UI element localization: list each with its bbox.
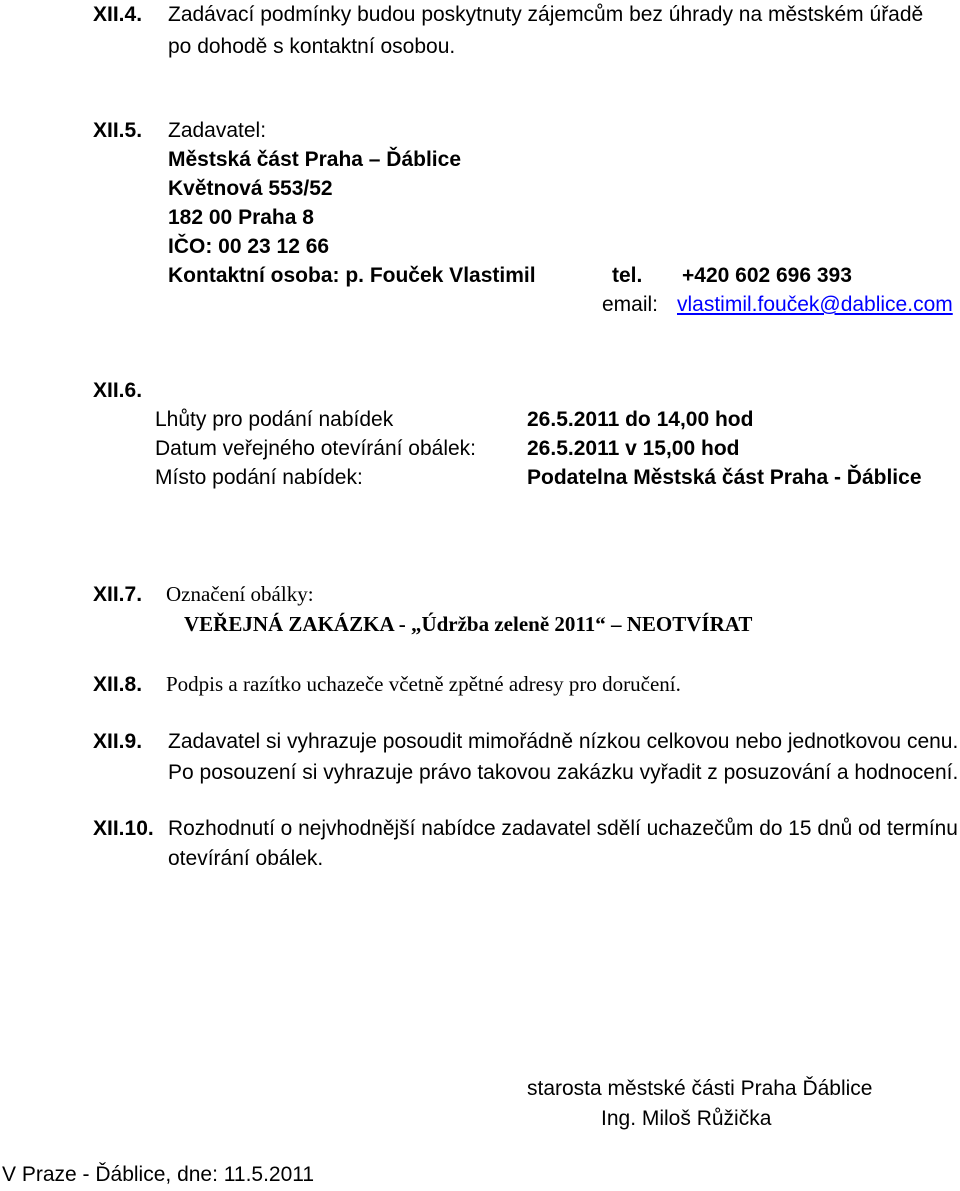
authority-city: 182 00 Praha 8: [168, 206, 314, 229]
section-label-xii9: XII.9.: [93, 730, 143, 753]
section-label-xii4: XII.4.: [93, 3, 143, 26]
envelope-marking-text: VEŘEJNÁ ZAKÁZKA - „Údržba zeleně 2011“ – NEOTVÍRAT: [184, 612, 753, 636]
opening-date-value: 26.5.2011 v 15,00 hod: [527, 437, 740, 460]
submission-place-key: Místo podání nabídek:: [155, 466, 363, 489]
authority-street: Květnová 553/52: [168, 177, 333, 200]
xii9-text-line2: Po posouzení si vyhrazuje právo takovou zakázku vyřadit z posuzování a hodnocení.: [168, 761, 959, 784]
place-and-date: V Praze - Ďáblice, dne: 11.5.2011: [2, 1163, 315, 1186]
xii4-text-line2: po dohodě s kontaktní osobou.: [168, 35, 456, 58]
submission-place-value: Podatelna Městská část Praha - Ďáblice: [527, 466, 922, 489]
phone-number: +420 602 696 393: [682, 264, 852, 287]
signature-name: Ing. Miloš Růžička: [601, 1107, 772, 1130]
xii4-text-line1: Zadávací podmínky budou poskytnuty zájemcům bez úhrady na městském úřadě: [168, 3, 924, 26]
xii10-text-line2: otevírání obálek.: [168, 847, 324, 870]
envelope-marking-heading: Označení obálky:: [166, 582, 314, 606]
email-link[interactable]: vlastimil.fouček@dablice.com: [677, 293, 953, 316]
xii10-text-line1: Rozhodnutí o nejvhodnější nabídce zadavatel sdělí uchazečům do 15 dnů od termínu: [168, 817, 958, 840]
opening-date-key: Datum veřejného otevírání obálek:: [155, 437, 477, 460]
xii9-text-line1: Zadavatel si vyhrazuje posoudit mimořádně nízkou celkovou nebo jednotkovou cenu.: [168, 730, 959, 753]
authority-ico: IČO: 00 23 12 66: [168, 235, 330, 258]
signature-title: starosta městské části Praha Ďáblice: [527, 1077, 873, 1100]
contact-person: Kontaktní osoba: p. Fouček Vlastimil: [168, 264, 536, 287]
email-label: email:: [602, 293, 659, 316]
section-label-xii6: XII.6.: [93, 379, 143, 402]
section-label-xii10: XII.10.: [93, 817, 154, 840]
contracting-authority-heading: Zadavatel:: [168, 119, 267, 142]
deadline-value: 26.5.2011 do 14,00 hod: [527, 408, 754, 431]
deadline-key: Lhůty pro podání nabídek: [155, 408, 394, 431]
xii8-text: Podpis a razítko uchazeče včetně zpětné adresy pro doručení.: [166, 672, 681, 696]
phone-label: tel.: [612, 264, 643, 287]
section-label-xii8: XII.8.: [93, 673, 143, 696]
section-label-xii5: XII.5.: [93, 119, 143, 142]
section-label-xii7: XII.7.: [93, 583, 143, 606]
authority-name: Městská část Praha – Ďáblice: [168, 148, 461, 171]
